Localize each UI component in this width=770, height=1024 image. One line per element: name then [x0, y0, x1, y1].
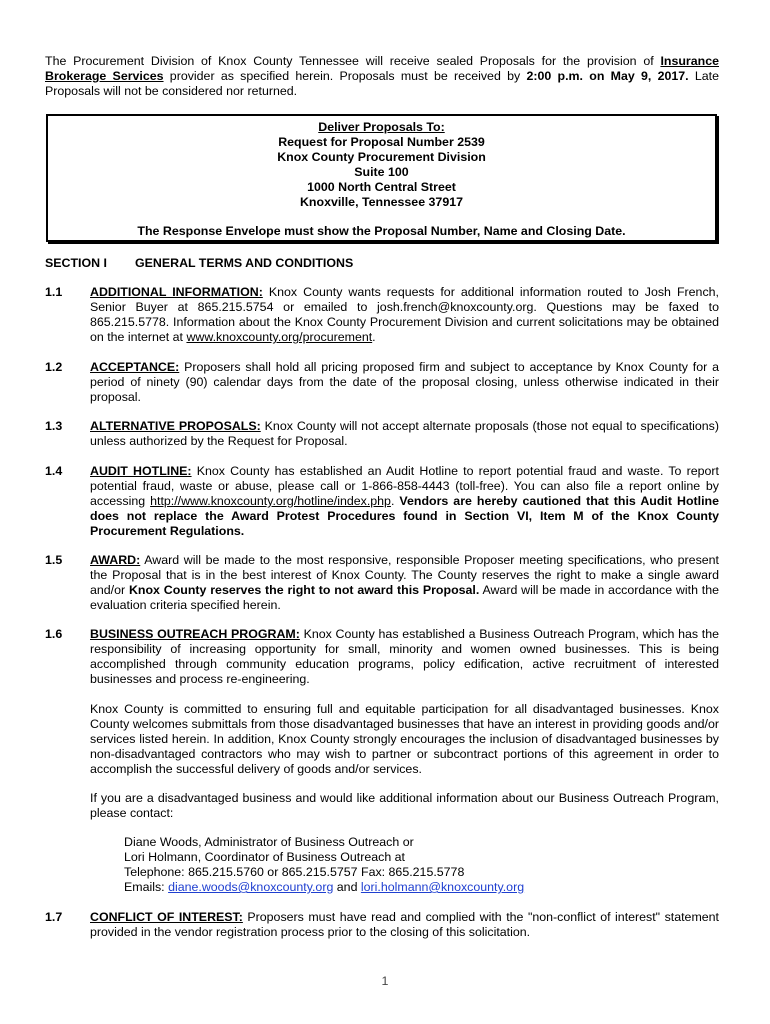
contact-line: Diane Woods, Administrator of Business Outreach or: [124, 835, 414, 849]
deliver-proposals-box: [46, 114, 717, 242]
clause-text: Knox County has established an Audit Hotline to report potential fraud and waste. To report potential fraud, waste or abuse, please call or 1-866-858-4443 (toll-free). You can also file a report online by accessing: [90, 464, 719, 508]
clause-title: ADDITIONAL INFORMATION:: [90, 285, 263, 299]
contact-line: Lori Holmann, Coordinator of Business Outreach at: [124, 850, 405, 864]
clause-title: AWARD:: [90, 553, 141, 567]
clause-1-4: 1.4 AUDIT HOTLINE: Knox County has established an Audit Hotline to report potential fraud and waste. To report potential fraud, waste or abuse, please call or 1-866-858-4443 (toll-free). You can also file a report online by accessing http://www.knoxcounty.org/hotline/index.php. Vendors are hereby cautioned that this Audit Hotline does not replace the Award Protest Procedures found in Section VI, Item M of the Knox County Procurement Regulations.: [45, 464, 719, 538]
clause-text: Knox County has established a Business Outreach Program, which has the responsibility of increasing opportunity for small, minority and women owned businesses. This is being accomplished through community education programs, policy edification, active recruitment of interested businesses and process re-engineering.: [90, 627, 720, 686]
contact-block: [124, 835, 719, 895]
section-heading: [45, 256, 353, 271]
caution-text: Vendors are hereby cautioned that this Audit Hotline does not replace the Award Protest Procedures found in Section VI, Item M of the Knox County Procurement Regulations.: [90, 494, 719, 538]
service-name: Insurance Brokerage Services: [45, 54, 719, 83]
contact-emails: Emails: diane.woods@knoxcounty.org and lori.holmann@knoxcounty.org: [124, 880, 525, 894]
deadline: 2:00 p.m. on May 9, 2017.: [526, 69, 689, 83]
clause-1-1: 1.1 ADDITIONAL INFORMATION: Knox County wants requests for additional information routed to Josh French, Senior Buyer at 865.215.5754 or emailed to josh.french@knoxcounty.org. Questions may be faxed to 865.215.5778. Information about the Knox County Procurement Division and current solicitations may be obtained on the internet at www.knoxcounty.org/procurement.: [45, 285, 719, 344]
clause-title: ALTERNATIVE PROPOSALS:: [90, 419, 261, 433]
box-line: Request for Proposal Number 2539: [278, 135, 485, 149]
clause-1-6: [45, 627, 719, 687]
clause-text: Knox County will not accept alternate proposals (those not equal to specifications) unless authorized by the Request for Proposal.: [90, 419, 720, 448]
clause-1-5: [45, 553, 719, 613]
clause-number: 1.6: [45, 627, 63, 641]
clause-text: Proposers shall hold all pricing proposed firm and subject to acceptance by Knox County for a period of ninety (90) calendar days from the date of the proposal closing, unless otherwise indicated in their proposal.: [90, 360, 719, 404]
clause-number: 1.5: [45, 553, 63, 567]
contact-phone: Telephone: 865.215.5760 or 865.215.5757 Fax: 865.215.5778: [124, 865, 465, 879]
outreach-contact-intro: If you are a disadvantaged business and would like additional information about our Business Outreach Program, please contact:: [90, 791, 719, 820]
clause-1-3: [45, 419, 719, 449]
clause-title: CONFLICT OF INTEREST:: [90, 910, 243, 924]
clause-text: Proposers must have read and complied with the "non-conflict of interest" statement provided in the vendor registration process prior to the closing of this solicitation.: [90, 910, 719, 939]
clause-title: BUSINESS OUTREACH PROGRAM:: [90, 627, 300, 641]
clause-1-7: [45, 910, 719, 940]
email-link[interactable]: diane.woods@knoxcounty.org: [168, 880, 334, 894]
page-number: 1: [381, 974, 389, 988]
procurement-link[interactable]: www.knoxcounty.org/procurement: [186, 330, 373, 344]
clause-number: 1.1: [45, 285, 63, 299]
box-line: Knox County Procurement Division: [277, 150, 486, 164]
clause-number: 1.4: [45, 464, 63, 478]
intro-text: The Procurement Division of Knox County Tennessee will receive sealed Proposals for the provision of: [45, 54, 661, 68]
envelope-note: The Response Envelope must show the Proposal Number, Name and Closing Date.: [137, 224, 626, 238]
clause-text: Award will be made in accordance with the evaluation criteria specified herein.: [90, 583, 719, 612]
clause-number: 1.7: [45, 910, 63, 924]
clause-number: 1.3: [45, 419, 63, 433]
box-line: Suite 100: [354, 165, 409, 179]
box-heading: Deliver Proposals To:: [318, 120, 445, 134]
clause-number: 1.2: [45, 360, 63, 374]
hotline-link[interactable]: http://www.knoxcounty.org/hotline/index.php: [150, 494, 391, 508]
clause-title: ACCEPTANCE:: [90, 360, 180, 374]
clause-1-2: [45, 360, 719, 405]
outreach-paragraph: Knox County is committed to ensuring full and equitable participation for all disadvantaged businesses. Knox County welcomes submittals from those disadvantaged businesses that have an interest in providing goods and/or services listed herein. In addition, Knox County strongly encourages the inclusion of disadvantaged businesses by non-disadvantaged contractors who may wish to partner or subcontract portions of this agreement in order to accomplish the successful delivery of goods and/or services.: [90, 702, 719, 776]
section-number: SECTION I: [45, 256, 107, 270]
clause-text: Knox County wants requests for additional information routed to Josh French, Senior Buyer at 865.215.5754 or emailed to josh.french@knoxcounty.org. Questions may be faxed to 865.215.5778. Information about the Knox County Procurement Division and current solicitations may be obtained on the internet at: [90, 285, 719, 344]
email-link[interactable]: lori.holmann@knoxcounty.org: [360, 880, 525, 894]
intro-text: provider as specified herein. Proposals must be received by: [163, 69, 527, 83]
box-line: Knoxville, Tennessee 37917: [299, 195, 463, 209]
intro-text: Late Proposals will not be considered nor returned.: [45, 69, 719, 98]
clause-title: AUDIT HOTLINE:: [90, 464, 192, 478]
clause-text: Award will be made to the most responsive, responsible Proposer meeting specifications, who present the Proposal that is in the best interest of Knox County. The County reserves the right to make a single award and/or: [90, 553, 719, 597]
section-title: GENERAL TERMS AND CONDITIONS: [135, 256, 354, 270]
box-line: 1000 North Central Street: [307, 180, 456, 194]
reservation-text: Knox County reserves the right to not award this Proposal.: [128, 583, 480, 597]
intro-paragraph: [45, 54, 719, 99]
